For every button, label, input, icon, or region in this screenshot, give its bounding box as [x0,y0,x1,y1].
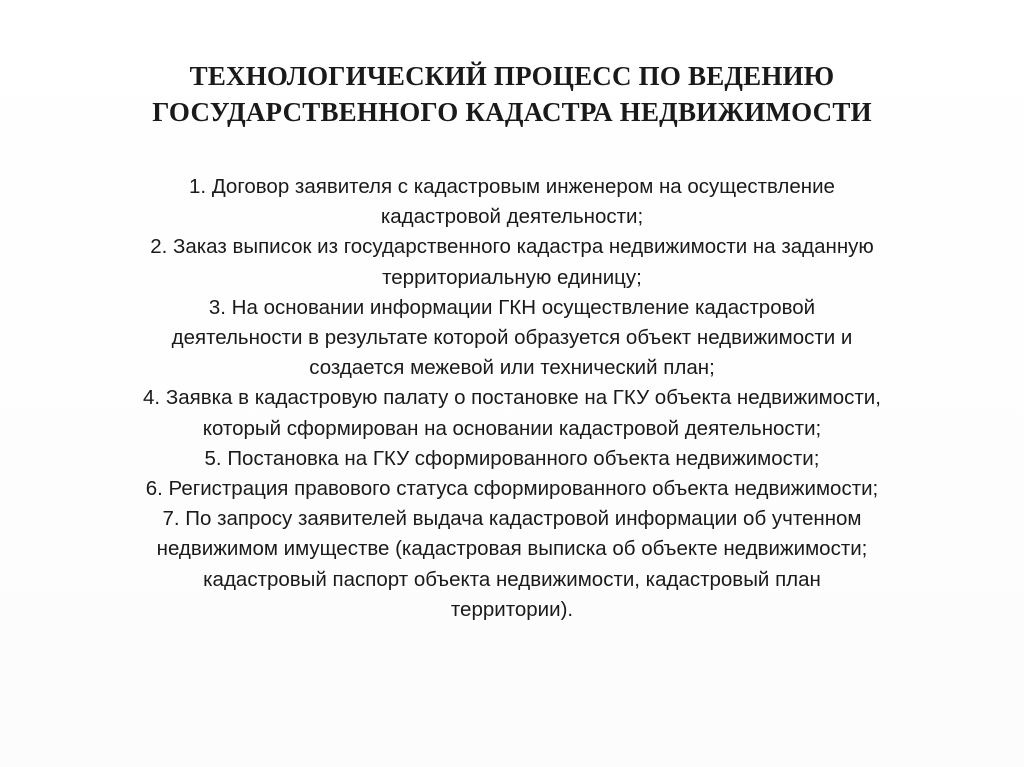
step-4-line-1: 4. Заявка в кадастровую палату о постановке на ГКУ объекта недвижимости, [143,386,881,410]
step-5-line-1: 5. Постановка на ГКУ сформированного объекта недвижимости; [204,446,820,470]
step-6-line-1: 6. Регистрация правового статуса сформированного объекта недвижимости; [145,477,879,501]
step-7-line-2: недвижимом имуществе (кадастровая выписка об объекте недвижимости; [156,537,868,561]
step-2-line-2: территориальную единицу; [382,265,642,289]
process-steps-list [40,172,984,625]
step-7-line-3: кадастровый паспорт объекта недвижимости, кадастровый план [203,567,821,591]
step-3-line-2: деятельности в результате которой образуется объект недвижимости и [171,326,853,350]
step-1-line-2: кадастровой деятельности; [380,205,644,229]
title-line-2: ГОСУДАРСТВЕННОГО КАДАСТРА НЕДВИЖИМОСТИ [152,97,872,127]
step-3-line-3: создается межевой или технический план; [309,356,715,380]
step-3-line-1: 3. На основании информации ГКН осуществление кадастровой [208,295,816,319]
step-1-line-1: 1. Договор заявителя с кадастровым инженером на осуществление [189,175,835,198]
step-2-line-1: 2. Заказ выписок из государственного кадастра недвижимости на заданную [150,235,874,259]
step-7-line-1: 7. По запросу заявителей выдача кадастровой информации об учтенном [162,507,862,531]
step-4-line-2: который сформирован на основании кадастровой деятельности; [202,416,822,440]
step-7-line-4: территории). [450,597,574,621]
title-line-1: ТЕХНОЛОГИЧЕСКИЙ ПРОЦЕСС ПО ВЕДЕНИЮ [189,61,835,91]
slide-title [40,58,984,130]
